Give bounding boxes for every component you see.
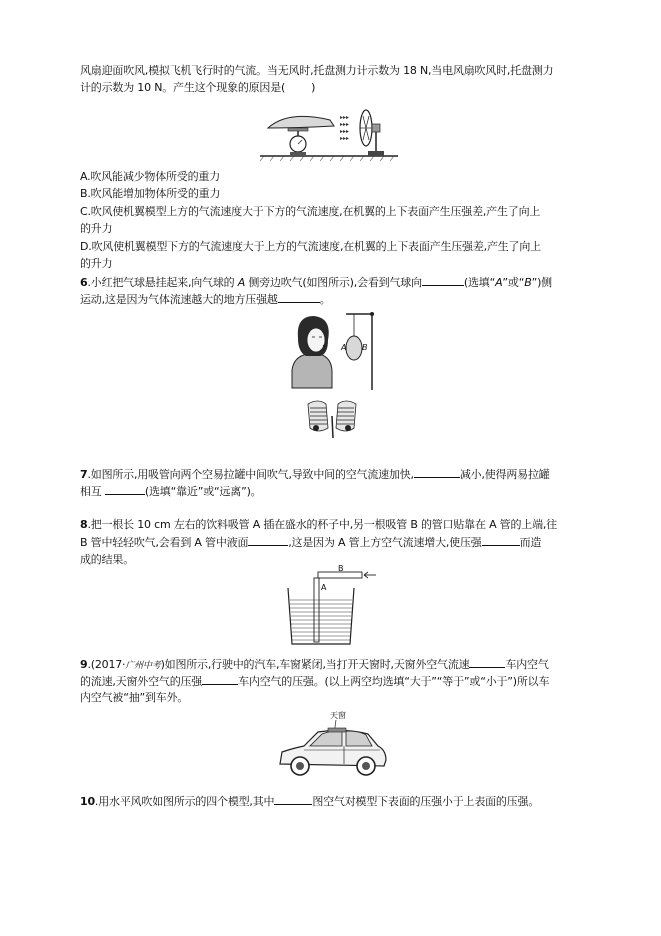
- q5-option-d: D.吹风使机翼模型下方的气流速度大于上方的气流速度,在机翼的上下表面产生压强差,产生了向上: [80, 240, 541, 253]
- q10-number: 10: [80, 795, 95, 808]
- q8-line-2: B 管中轻轻吹气,会看到 A 管中液面 ,这是因为 A 管上方空气流速增大,使压强 而造: [80, 536, 542, 549]
- two-cans-figure: [304, 398, 362, 438]
- q7-line-1: 7.如图所示,用吸管向两个空易拉罐中间吹气,导致中间的空气流速加快, 减小,使得两易拉罐: [80, 468, 550, 481]
- q9-number: 9: [80, 658, 88, 671]
- q5-option-b: B.吹风能增加物体所受的重力: [80, 187, 221, 200]
- q8-line-3: 成的结果。: [80, 553, 134, 566]
- q7-line-2: 相互 (选填“靠近”或“远离”)。: [80, 485, 262, 498]
- q8-line-1: 8.把一根长 10 cm 左右的饮料吸管 A 插在盛水的杯子中,另一根吸管 B 的管口贴靠在 A 管的上端,往: [80, 518, 557, 531]
- q8-blank-1[interactable]: [248, 535, 288, 546]
- q9-line-1: 9.(2017·广州中考)如图所示,行驶中的汽车,车窗紧闭,当打开天窗时,天窗外空气流速 车内空气: [80, 658, 549, 671]
- q7-blank-2[interactable]: [105, 484, 145, 495]
- q8-label-a: A: [321, 583, 327, 592]
- q5-line-1: 风扇迎面吹风,模拟飞机飞行时的气流。当无风时,托盘测力计示数为 18 N,当电风扇吹风时,托盘测力: [80, 64, 554, 77]
- q8-number: 8: [80, 518, 88, 531]
- q6-line-1: 6.小红把气球悬挂起来,向气球的 A 侧旁边吹气(如图所示),会看到气球向 (选填“A”或“B”)侧: [80, 276, 552, 289]
- q10-blank-1[interactable]: [274, 794, 312, 805]
- q5-option-c-cont: 的升力: [80, 222, 113, 235]
- q8-blank-2[interactable]: [482, 535, 520, 546]
- q10-line-1: 10.用水平风吹如图所示的四个模型,其中 图空气对模型下表面的压强小于上表面的压强。: [80, 795, 540, 808]
- q6-blank-1[interactable]: [422, 275, 464, 286]
- q5-option-c: C.吹风使机翼模型上方的气流速度大于下方的气流速度,在机翼的上下表面产生压强差,产生了向上: [80, 205, 541, 218]
- wing-scale-fan-figure: [258, 106, 400, 162]
- car-sunroof-figure: [274, 720, 390, 782]
- svg-text:▸▸▸: ▸▸▸: [340, 121, 350, 128]
- q6-blank-2[interactable]: [278, 292, 320, 303]
- q9-car-label: 天窗: [330, 711, 346, 720]
- q6-label-b: B: [362, 343, 368, 352]
- q9-blank-2[interactable]: [202, 674, 238, 685]
- q6-number: 6: [80, 276, 88, 289]
- q8-label-b: B: [338, 564, 344, 573]
- svg-text:▸▸▸: ▸▸▸: [340, 128, 350, 135]
- q9-source: 广州中考: [125, 661, 161, 671]
- svg-text:▸▸▸: ▸▸▸: [340, 135, 350, 142]
- q5-line-2: 计的示数为 10 N。产生这个现象的原因是( ): [80, 81, 316, 94]
- svg-text:▸▸▸: ▸▸▸: [340, 114, 350, 121]
- q5-option-a: A.吹风能减少物体所受的重力: [80, 170, 221, 183]
- q9-blank-1[interactable]: [469, 657, 505, 668]
- q9-line-3: 内空气被“抽”到车外。: [80, 691, 189, 704]
- q7-blank-1[interactable]: [414, 467, 460, 478]
- q9-line-2: 的流速,天窗外空气的压强 车内空气的压强。(以上两空均选填“大于”“等于”或“小于”)所以车: [80, 675, 550, 688]
- q5-option-d-cont: 的升力: [80, 257, 113, 270]
- q7-number: 7: [80, 468, 88, 481]
- q6-line-2: 运动,这是因为气体流速越大的地方压强越 。: [80, 293, 331, 306]
- straws-cup-figure: [284, 566, 378, 646]
- q6-label-a: A: [341, 343, 347, 352]
